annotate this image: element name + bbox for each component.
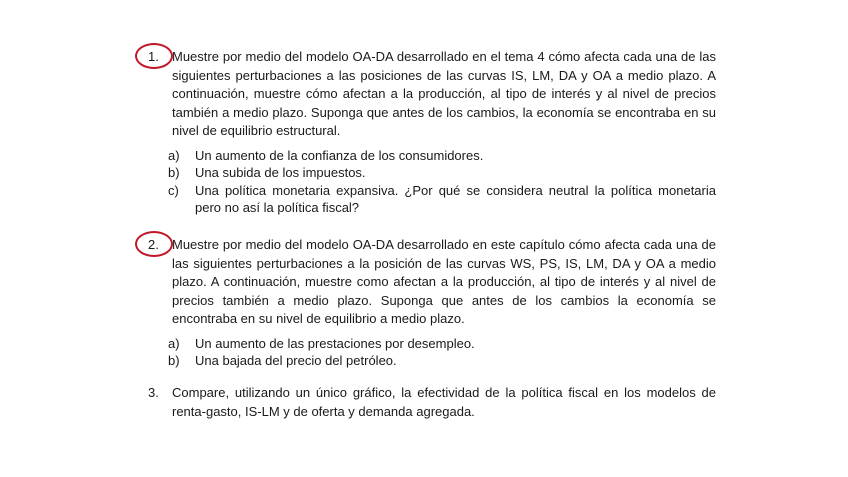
sub-item-text: Una bajada del precio del petróleo. (195, 353, 397, 368)
sub-item (148, 352, 716, 370)
question-number: 2. (148, 237, 159, 252)
sub-item-list (148, 147, 716, 217)
question-text: Muestre por medio del modelo OA-DA desarrollado en este capítulo cómo afecta cada una de las siguientes perturbaciones a la posición de las curvas WS, PS, IS, LM, DA y OA a medio plazo. A continuación, muestre como afectan a la producción, al tipo de interés y al nivel de precios también a medio plazo. Suponga que antes de los cambios la economía se encontraba en su nivel de equilibrio a medio plazo. (172, 237, 716, 326)
sub-item-text: Una política monetaria expansiva. ¿Por qué se considera neutral la política monetaria pero no así la política fiscal? (195, 182, 716, 215)
question-3 (148, 384, 716, 421)
sub-item (148, 335, 716, 353)
sub-item-list (148, 335, 716, 370)
question-1 (148, 48, 716, 217)
sub-item-letter: a) (168, 335, 180, 351)
sub-item-letter: a) (168, 147, 180, 163)
question-2 (148, 236, 716, 370)
sub-item (148, 182, 716, 217)
question-number: 3. (148, 385, 159, 400)
question-2-body (148, 236, 716, 329)
question-text: Compare, utilizando un único gráfico, la efectividad de la política fiscal en los modelos de renta-gasto, IS-LM y de oferta y demanda agregada. (172, 385, 716, 419)
sub-item-letter: b) (168, 353, 180, 368)
sub-item-text: Un aumento de la confianza de los consumidores. (195, 147, 484, 163)
sub-item-letter: b) (168, 165, 180, 180)
question-text: Muestre por medio del modelo OA-DA desarrollado en el tema 4 cómo afecta cada una de las siguientes perturbaciones a las posiciones de las curvas IS, LM, DA y OA a medio plazo. A continuación, muestre cómo afectan a la producción, al tipo de interés y al nivel de precios también a medio plazo. Suponga que antes de los cambios, la economía se encontraba en su nivel de equilibrio estructural. (172, 49, 716, 138)
sub-item-text: Un aumento de las prestaciones por desempleo. (195, 335, 475, 351)
sub-item (148, 147, 716, 165)
sub-item-text: Una subida de los impuestos. (195, 165, 366, 180)
question-number: 1. (148, 49, 159, 64)
sub-item (148, 164, 716, 182)
question-3-body (148, 384, 716, 421)
question-1-body (148, 48, 716, 141)
sub-item-letter: c) (168, 182, 179, 198)
